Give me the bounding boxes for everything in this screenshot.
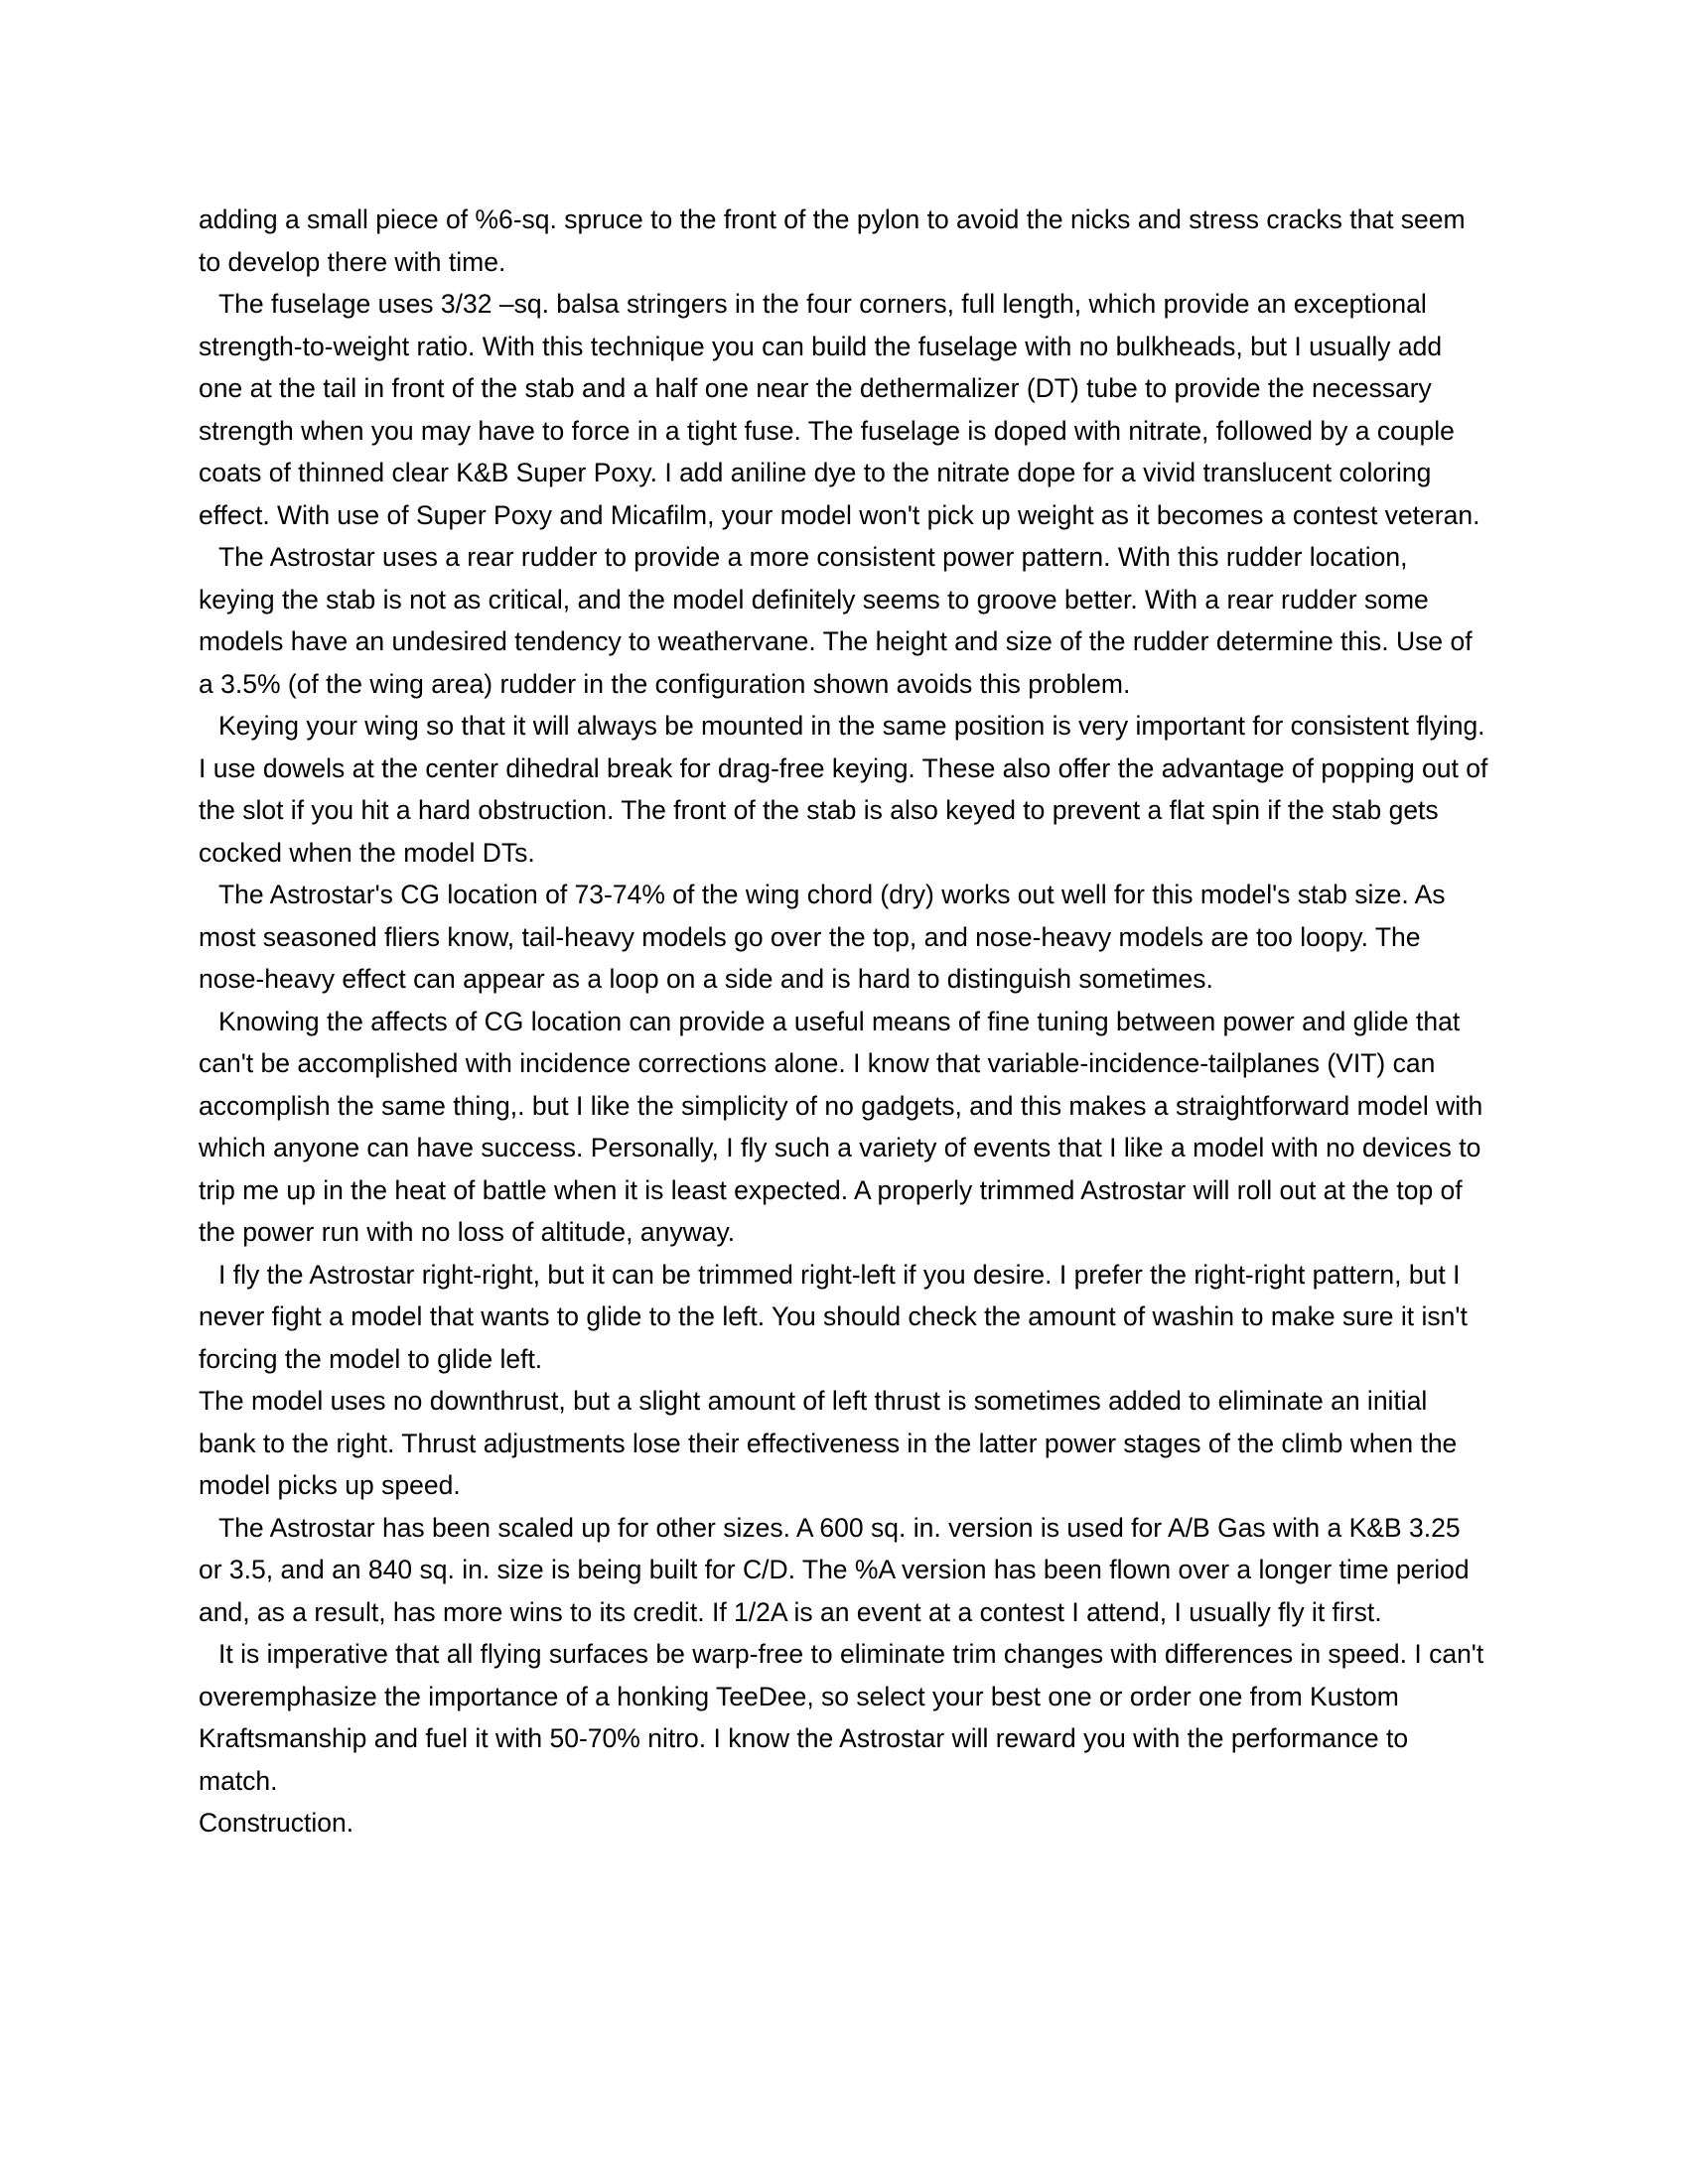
- paragraph-rear-rudder: The Astrostar uses a rear rudder to provide a more consistent power pattern. With this rudder location, keying the stab is not as critical, and the model definitely seems to groove better. With a rear rudder some models have an undesired tendency to weathervane. The height and size of the rudder determine this. Use of a 3.5% (of the wing area) rudder in the configuration shown avoids this problem.: [199, 542, 1473, 699]
- article-body: [199, 199, 1489, 1844]
- paragraph-cg-tuning: Knowing the affects of CG location can provide a useful means of fine tuning between power and glide that can't be accomplished with incidence corrections alone. I know that variable-incidence-tailplanes (VIT) can accomplish the same thing,. but I like the simplicity of no gadgets, and this makes a straightforward model with which anyone can have success. Personally, I fly such a variety of events that I like a model with no devices to trip me up in the heat of battle when it is least expected. A properly trimmed Astrostar will roll out at the top of the power run with no loss of altitude, anyway.: [199, 1006, 1483, 1247]
- paragraph-warp-free: It is imperative that all flying surfaces be warp-free to eliminate trim changes with differences in speed. I can't overemphasize the importance of a honking TeeDee, so select your best one or order one from Kustom Kraftsmanship and fuel it with 50-70% nitro. I know the Astrostar will reward you with the performance to match.: [199, 1639, 1484, 1796]
- paragraph-wing-keying: Keying your wing so that it will always be mounted in the same position is very important for consistent flying. I use dowels at the center dihedral break for drag-free keying. These also offer the advantage of popping out of the slot if you hit a hard obstruction. The front of the stab is also keyed to prevent a flat spin if the stab gets cocked when the model DTs.: [199, 711, 1488, 868]
- paragraph-flight-pattern: I fly the Astrostar right-right, but it can be trimmed right-left if you desire. I prefer the right-right pattern, but I never fight a model that wants to glide to the left. You should check the amount of washin to make sure it isn't forcing the model to glide left.: [199, 1259, 1468, 1374]
- section-heading-construction: Construction.: [199, 1808, 354, 1838]
- paragraph-fuselage: The fuselage uses 3/32 –sq. balsa stringers in the four corners, full length, which provide an exceptional strength-to-weight ratio. With this technique you can build the fuselage with no bulkheads, but I usually add one at the tail in front of the stab and a half one near the dethermalizer (DT) tube to provide the necessary strength when you may have to force in a tight fuse. The fuselage is doped with nitrate, followed by a couple coats of thinned clear K&B Super Poxy. I add aniline dye to the nitrate dope for a vivid translucent coloring effect. With use of Super Poxy and Micafilm, your model won't pick up weight as it becomes a contest veteran.: [199, 289, 1480, 530]
- paragraph-scaled-versions: The Astrostar has been scaled up for other sizes. A 600 sq. in. version is used for A/B Gas with a K&B 3.25 or 3.5, and an 840 sq. in. size is being built for C/D. The %A version has been flown over a longer time period and, as a result, has more wins to its credit. If 1/2A is an event at a contest I attend, I usually fly it first.: [199, 1512, 1470, 1627]
- paragraph-pylon-continuation: adding a small piece of %6-sq. spruce to the front of the pylon to avoid the nicks and stress cracks that seem to develop there with time.: [199, 205, 1466, 277]
- paragraph-cg-location: The Astrostar's CG location of 73-74% of the wing chord (dry) works out well for this model's stab size. As most seasoned fliers know, tail-heavy models go over the top, and nose-heavy models are too loopy. The nose-heavy effect can appear as a loop on a side and is hard to distinguish sometimes.: [199, 880, 1446, 994]
- paragraph-thrust: The model uses no downthrust, but a slight amount of left thrust is sometimes added to eliminate an initial bank to the right. Thrust adjustments lose their effectiveness in the latter power stages of the climb when the model picks up speed.: [199, 1386, 1458, 1500]
